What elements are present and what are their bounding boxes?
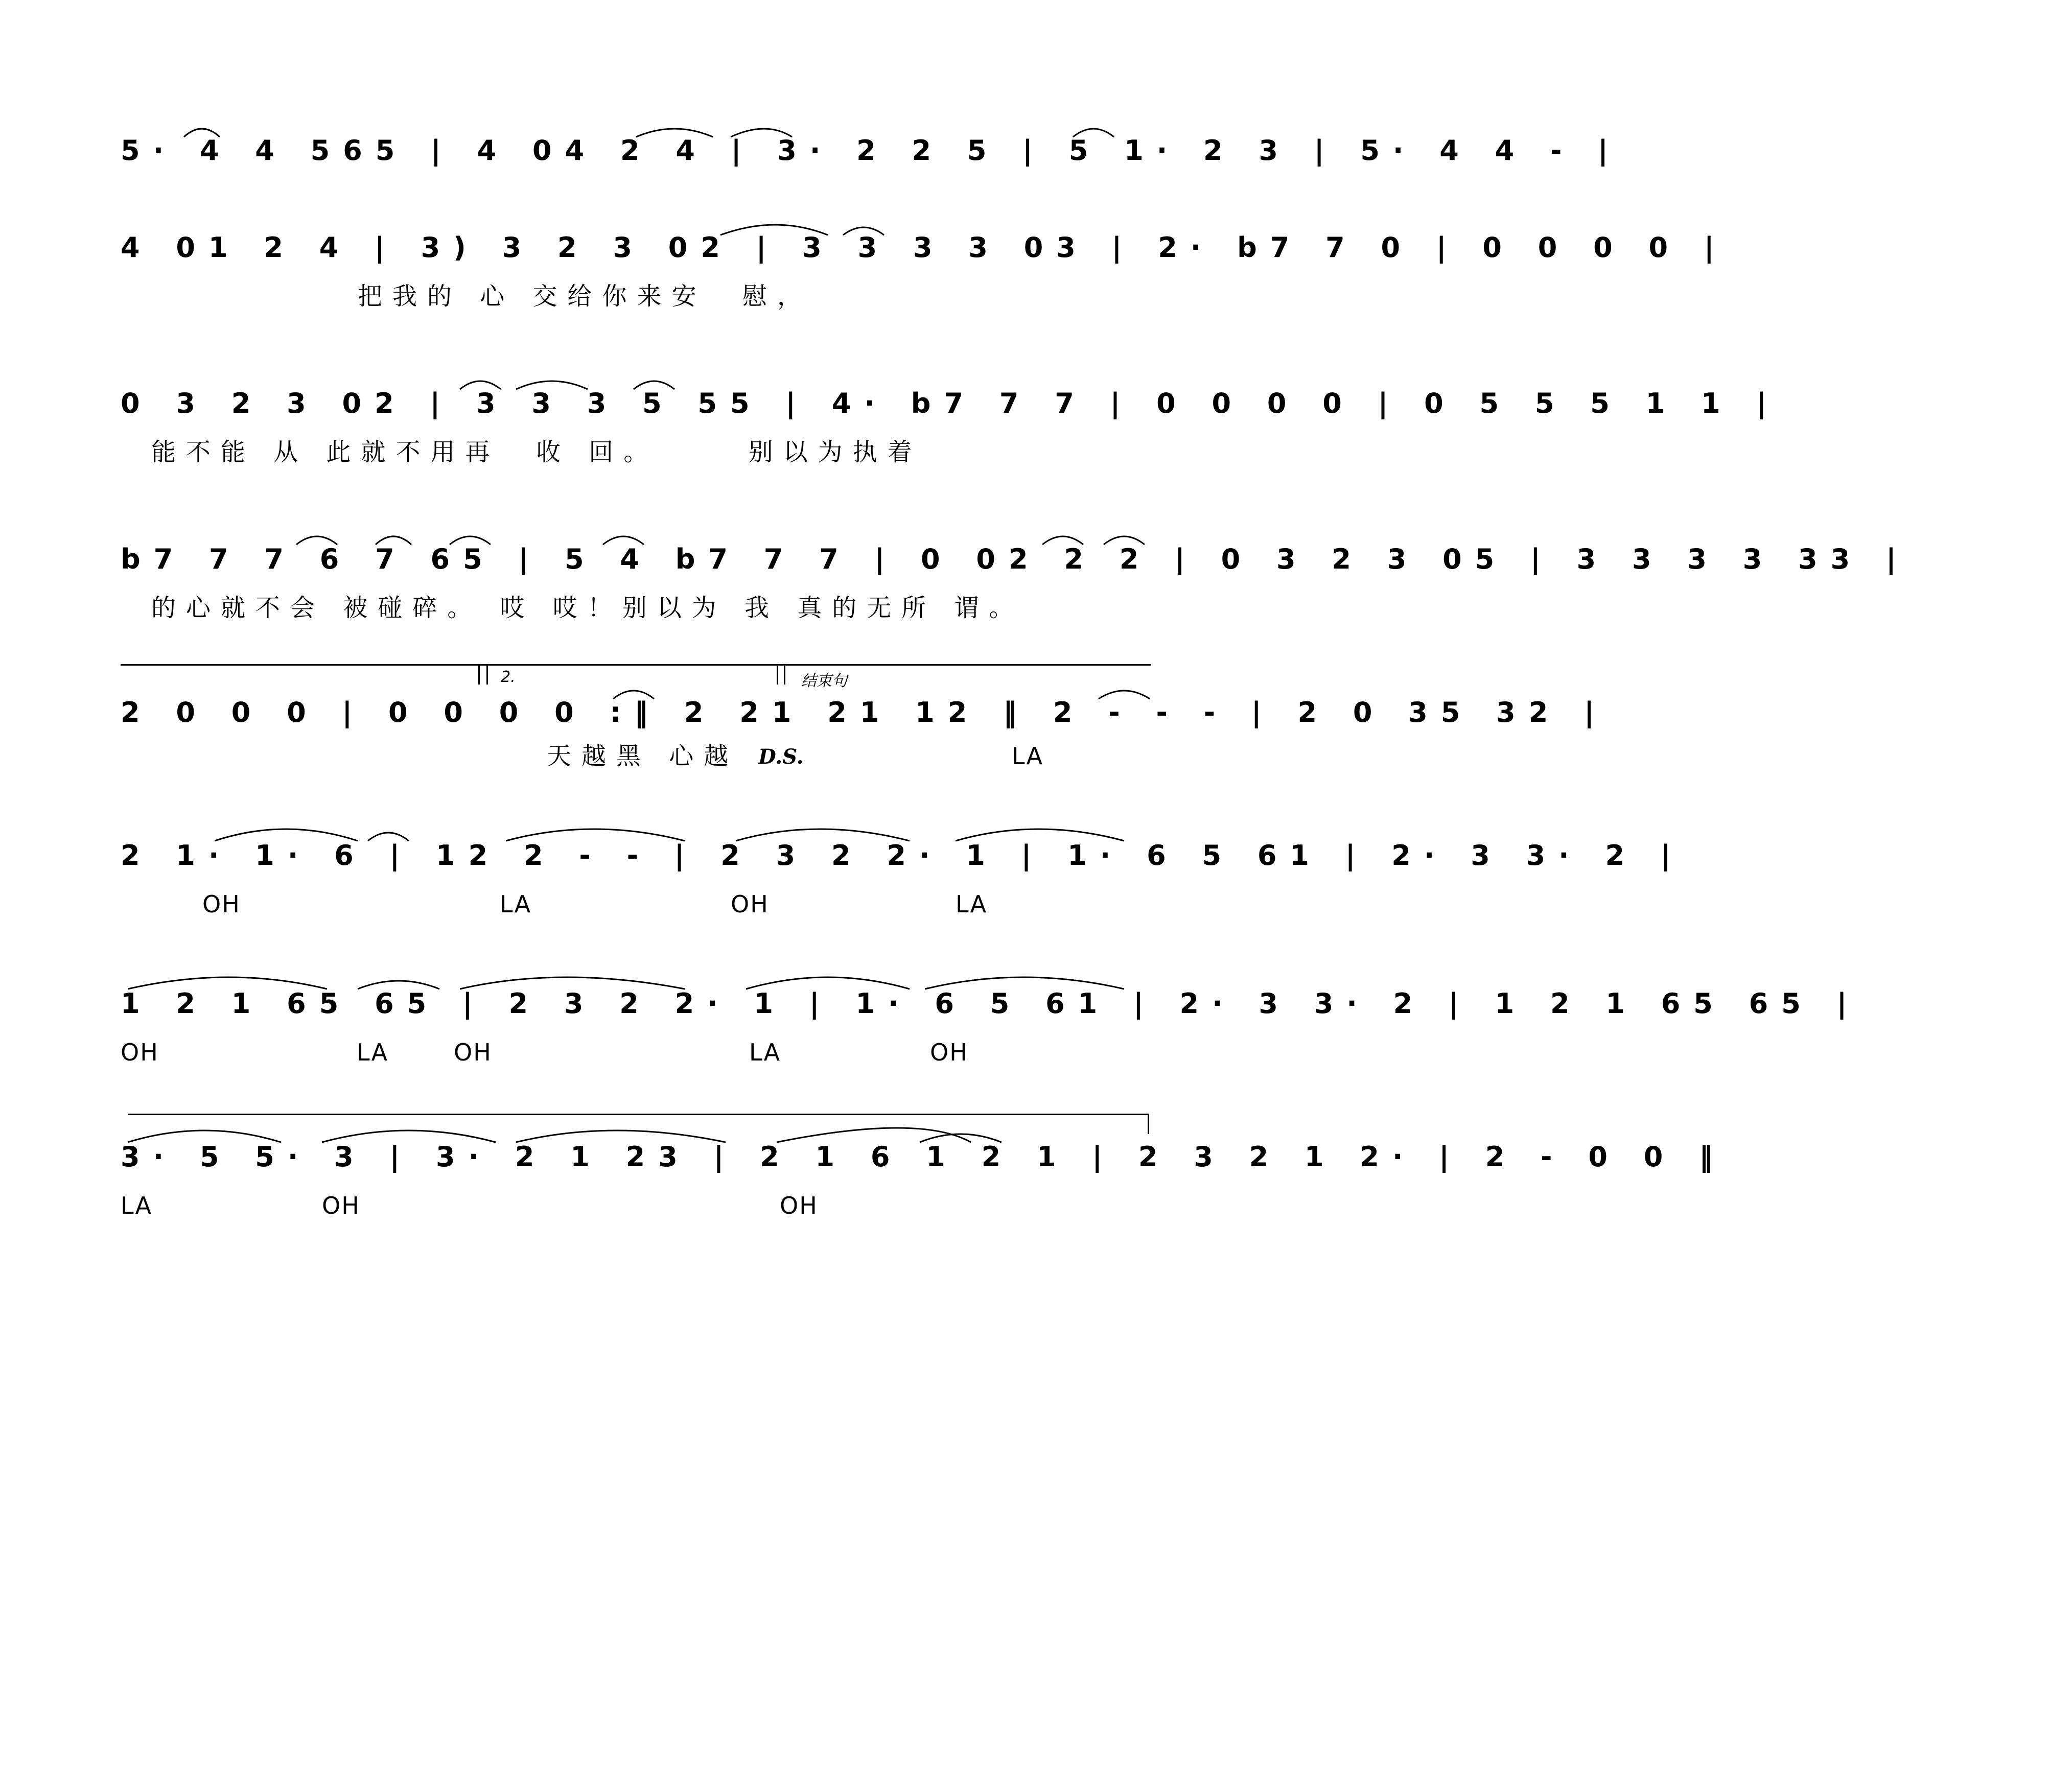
slur-arc (956, 829, 1124, 841)
slur-arc (636, 129, 713, 137)
notes-line: 3· 5 5· 3 | 3· 2 1 23 | 2 1 6 1 2 1 | 2 3 2 1 2· | 2 - 0 0 ‖ (121, 1141, 1727, 1173)
slur-arc (358, 981, 439, 989)
slur-arc (843, 227, 884, 235)
lyrics-word: LA (357, 1039, 389, 1066)
lyrics-word: LA (121, 1192, 153, 1219)
notes-line: 2 1· 1· 6 | 12 2 - - | 2 3 2 2· 1 | 1· 6 5 61 | 2· 3 3· 2 | (121, 839, 1684, 871)
lyrics-line: 能不能 从 此就不用再 收 回。 别以为执着 (151, 438, 922, 466)
slur-arc (450, 536, 491, 545)
lyrics-word: OH (780, 1192, 818, 1219)
slur-arc (322, 1130, 496, 1142)
lyrics-word: OH (454, 1039, 492, 1066)
notes-line: 5· 4 4 565 | 4 04 2 4 | 3· 2 2 5 | 5 1· 2 3 | 5· 4 4 - | (121, 134, 1621, 167)
slur-arc (128, 977, 327, 989)
slur-arc (506, 829, 685, 841)
slur-arc (746, 977, 910, 989)
slur-arc (731, 129, 792, 137)
lyrics-word: OH (731, 890, 769, 918)
slur-arc (736, 829, 910, 841)
lyrics-word: LA (956, 890, 988, 918)
lyrics-word: OH (121, 1039, 159, 1066)
slur-arc (460, 977, 685, 989)
notes-line: 1 2 1 65 65 | 2 3 2 2· 1 | 1· 6 5 61 | 2· 3 3· 2 | 1 2 1 65 65 | (121, 987, 1860, 1020)
slur-arc (1104, 536, 1145, 545)
coda-label: 结束句 (801, 672, 847, 690)
slur-arc (128, 1130, 281, 1142)
slur-arc (368, 833, 409, 841)
notes-line: 4 01 2 4 | 3) 3 2 3 02 | 3 3 3 3 03 | 2· b7 7 0 | 0 0 0 0 | (121, 231, 1728, 264)
lyrics-line: 天越黑 心越 (547, 742, 739, 770)
slur-arc (1099, 691, 1150, 699)
ds-marking: D.S. (758, 745, 804, 769)
slur-arc (516, 381, 588, 389)
notes-line: 0 3 2 3 02 | 3 3 3 5 55 | 4· b7 7 7 | 0 0 0 0 | 0 5 5 5 1 1 | (121, 387, 1780, 419)
lyrics-word: LA (500, 890, 532, 918)
lyrics-word: OH (322, 1192, 360, 1219)
slur-arc (720, 225, 828, 235)
slur-arc (1073, 129, 1114, 137)
lyrics-word: LA (1012, 742, 1044, 770)
slur-arc (1042, 536, 1083, 545)
slur-arc (925, 977, 1124, 989)
slur-arc (215, 829, 358, 841)
notes-line: 2 0 0 0 | 0 0 0 0 :‖ 2 21 21 12 ‖ 2 - - - | 2 0 35 32 | (121, 696, 1608, 728)
lyrics-word: LA (749, 1039, 781, 1066)
lyrics-line: 的心就不会 被碰碎。 哎 哎！别以为 我 真的无所 谓。 (151, 594, 1024, 622)
slur-arc (603, 536, 644, 545)
lyrics-line: 把我的 心 交给你来安 慰， (358, 282, 812, 311)
lyrics-word: OH (202, 890, 241, 918)
slur-arc (634, 381, 674, 389)
slur-arc (460, 381, 501, 389)
slur-arc (516, 1130, 726, 1142)
volta-label: 2. (501, 668, 516, 686)
lyrics-word: OH (930, 1039, 968, 1066)
slur-arc (184, 129, 220, 137)
slur-arc (613, 691, 654, 699)
notes-line: b7 7 7 6 7 65 | 5 4 b7 7 7 | 0 02 2 2 | 0 3 2 3 05 | 3 3 3 3 33 | (121, 543, 1910, 575)
slur-arc (296, 536, 337, 545)
slur-arc (376, 536, 411, 545)
